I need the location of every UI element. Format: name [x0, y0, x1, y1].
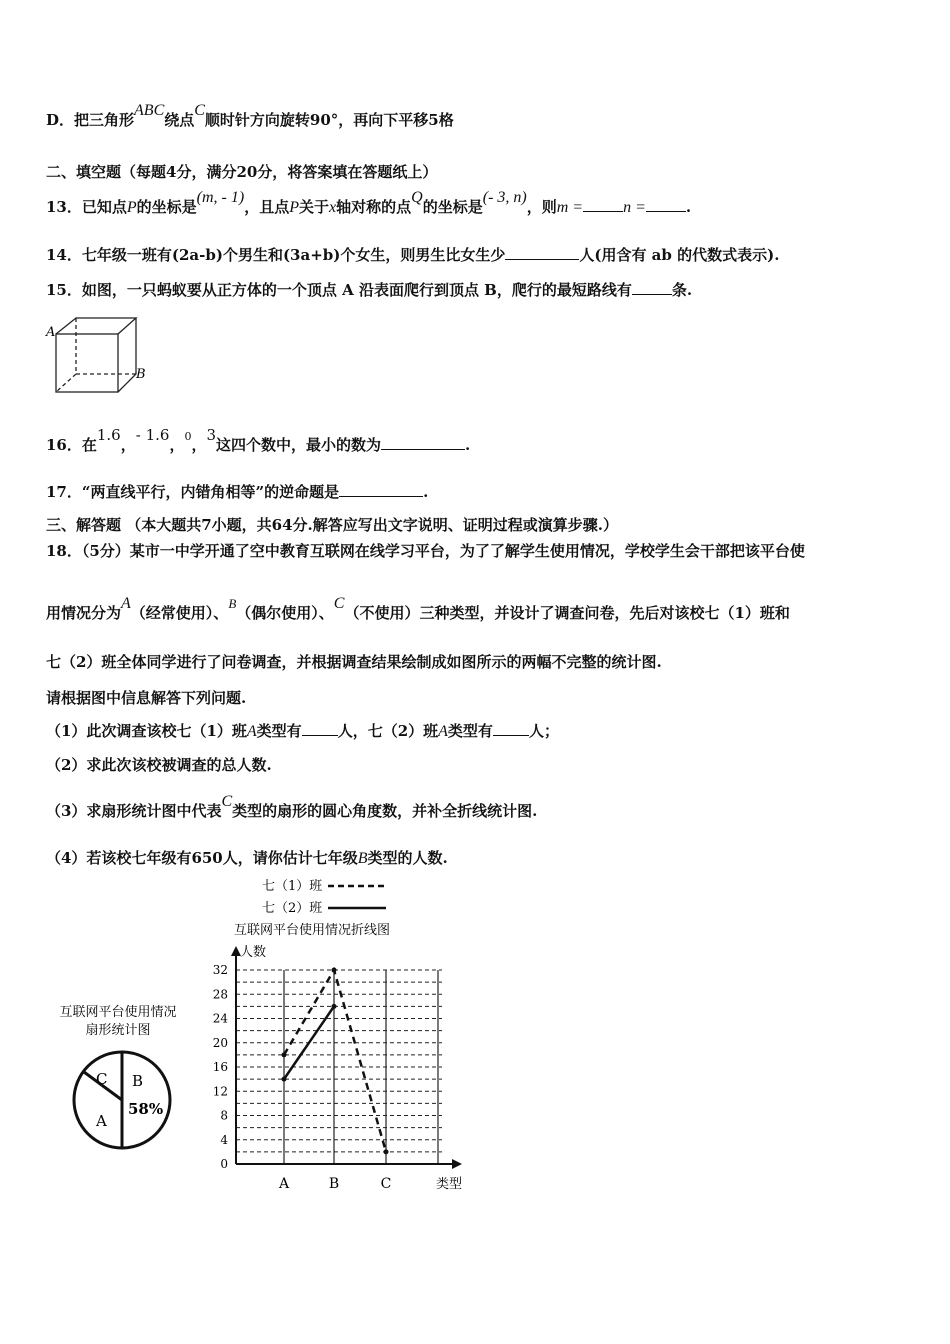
- q18-line4: 请根据图中信息解答下列问题.: [46, 689, 247, 707]
- q16-sep-2: ，: [169, 436, 185, 454]
- cube-figure: [44, 312, 154, 398]
- q15-text: 15．如图，一只蚂蚁要从正方体的一个顶点 A 沿表面爬行到顶点 B，爬行的最短路线有: [46, 281, 632, 299]
- q13-t5: 的坐标是: [422, 198, 483, 216]
- series-1-point: [282, 1052, 287, 1057]
- q16-value-4: 3: [206, 426, 217, 444]
- x-tick-label: A: [278, 1176, 290, 1192]
- y-tick-label: 0: [220, 1157, 228, 1171]
- q17-text: 17．“两直线平行，内错角相等”的逆命题是: [46, 483, 340, 501]
- q13-coord2: (- 3, n): [482, 189, 527, 206]
- q18-s1a: （1）此次调查该校七（1）班: [46, 722, 247, 740]
- cube-label-b: B: [136, 367, 146, 382]
- q15-blank[interactable]: [632, 280, 672, 295]
- question-17: [46, 482, 428, 502]
- y-tick-label: 32: [212, 963, 228, 977]
- q16-sep-1: ，: [120, 436, 136, 454]
- q13-x: x: [329, 199, 337, 216]
- q13-q: Q: [411, 189, 423, 206]
- q13-t1: 的坐标是: [136, 198, 197, 216]
- q18-line2d: （不使用）三种类型，并设计了调查问卷，先后对该校七（1）班和: [344, 604, 790, 622]
- cube-right-face: [118, 318, 136, 392]
- q18-s3a: （3）求扇形统计图中代表: [46, 802, 222, 820]
- q17-end: .: [423, 483, 429, 501]
- cube-top-face: [56, 318, 136, 334]
- q18-line2b: （经常使用）、: [130, 604, 229, 622]
- q13-blank-m[interactable]: [583, 197, 623, 212]
- x-axis-label: 类型: [436, 1177, 463, 1192]
- q18-s1-type-a: A: [246, 723, 257, 740]
- series-line-1: [284, 970, 386, 1152]
- option-d-mid: 绕点: [164, 111, 195, 129]
- q13-t6: ，则: [526, 198, 557, 216]
- pie-chart: [40, 1000, 200, 1160]
- q18-s4a: （4）若该校七年级有650人，请你估计七年级: [46, 849, 358, 867]
- pie-title-1: 互联网平台使用情况: [59, 1005, 177, 1020]
- legend-label-2: 七（2）班: [262, 901, 323, 916]
- y-tick-label: 4: [220, 1132, 228, 1147]
- q18-type-b: B: [228, 596, 237, 611]
- pie-label-b: B: [132, 1072, 144, 1090]
- q17-blank[interactable]: [339, 482, 423, 497]
- y-tick-label: 24: [212, 1011, 228, 1026]
- section2-title: 二、填空题（每题4分，满分20分，将答案填在答题纸上）: [46, 163, 438, 181]
- q16-tail: 这四个数中，最小的数为: [216, 436, 382, 454]
- q18-s1d: 类型有: [447, 722, 493, 740]
- q18-sub4: [46, 848, 448, 869]
- q13-coord1: (m, - 1): [196, 189, 245, 206]
- q18-s4b: 类型的人数.: [367, 849, 448, 867]
- y-tick-label: 8: [220, 1108, 228, 1123]
- q18-line2a: 用情况分为: [46, 604, 122, 622]
- q13-blank-n[interactable]: [646, 197, 686, 212]
- q18-s1-blank-1[interactable]: [302, 721, 338, 736]
- q18-line2c: （偶尔使用）、: [236, 604, 334, 622]
- q13-n: n =: [623, 199, 646, 216]
- q14-tail: 人(用含有 ab 的代数式表示).: [579, 246, 780, 264]
- chart-title: 互联网平台使用情况折线图: [234, 923, 391, 938]
- q18-line2: [46, 595, 790, 624]
- series-2-point: [282, 1077, 287, 1082]
- q13-num: 13．已知点: [46, 198, 127, 216]
- triangle-abc: ABC: [134, 102, 165, 119]
- q13-m: m =: [556, 199, 584, 216]
- question-13: [46, 189, 692, 218]
- cube-label-a: A: [46, 325, 56, 340]
- q16-value-3: 0: [184, 430, 192, 443]
- q18-s4-type-b: B: [357, 850, 368, 867]
- q18-s1b: 类型有: [256, 722, 302, 740]
- q15-tail: 条.: [671, 281, 693, 299]
- question-15: [46, 280, 692, 300]
- y-tick-label: 16: [212, 1060, 228, 1074]
- q14-text: 14．七年级一班有(2a-b)个男生和(3a+b)个女生，则男生比女生少: [46, 246, 506, 264]
- q16-blank[interactable]: [381, 435, 465, 450]
- pie-pct-b: 58%: [128, 1100, 164, 1118]
- y-tick-label: 20: [212, 1035, 228, 1050]
- q18-s1-type-a2: A: [438, 723, 448, 740]
- section3-title: 三、解答题 （本大题共7小题，共64分.解答应写出文字说明、证明过程或演算步骤.）: [46, 516, 618, 534]
- q13-end: .: [685, 198, 692, 216]
- x-axis-arrow: [452, 1159, 462, 1169]
- q18-sub2: （2）求此次该校被调查的总人数.: [46, 756, 272, 774]
- q13-t4: 轴对称的点: [336, 198, 412, 216]
- question-16: [46, 426, 471, 457]
- q18-sub3: [46, 793, 538, 822]
- q16-sep-3: ，: [191, 436, 207, 454]
- line-chart: [200, 872, 480, 1192]
- q16-value-1: 1.6: [96, 426, 121, 444]
- q14-blank[interactable]: [505, 245, 579, 260]
- q13-p2: P: [289, 199, 300, 216]
- q18-line3: 七（2）班全体同学进行了问卷调查，并根据调查结果绘制成如图所示的两幅不完整的统计图.: [46, 653, 662, 671]
- q18-s1e: 人；: [528, 722, 559, 740]
- q18-type-a: A: [121, 595, 131, 612]
- pie-label-a: A: [96, 1112, 107, 1130]
- x-tick-label: B: [328, 1176, 340, 1192]
- q13-t3: 关于: [299, 198, 330, 216]
- q18-s3-type-c: C: [221, 793, 233, 810]
- q13-p: P: [126, 199, 137, 216]
- q18-type-c: C: [333, 595, 345, 612]
- y-tick-label: 28: [212, 987, 228, 1002]
- q13-t2: ，且点: [244, 198, 290, 216]
- q18-s1c: 人，七（2）班: [337, 722, 439, 740]
- q18-s3b: 类型的扇形的圆心角度数，并补全折线统计图.: [232, 802, 538, 820]
- q18-sub1: [46, 721, 559, 742]
- q16-end: .: [465, 436, 471, 454]
- legend-label-1: 七（1）班: [262, 879, 323, 894]
- pie-label-c: C: [96, 1070, 108, 1088]
- option-d-tail: 顺时针方向旋转90°，再向下平移5格: [204, 111, 454, 129]
- question-14: [46, 245, 779, 265]
- series-2-point: [332, 1004, 337, 1009]
- y-tick-label: 12: [212, 1084, 228, 1099]
- series-1-point: [332, 968, 337, 973]
- q16-num: 16．在: [46, 436, 97, 454]
- y-axis-label: 人数: [240, 945, 267, 960]
- q16-value-2: - 1.6: [135, 426, 170, 444]
- series-1-point: [384, 1149, 389, 1154]
- point-c: C: [194, 102, 205, 119]
- q18-line1: 18．（5分）某市一中学开通了空中教育互联网在线学习平台，为了了解学生使用情况，学校学生会干部把该平台使: [46, 542, 805, 560]
- option-d-label: D．把三角形: [46, 111, 135, 129]
- x-tick-label: C: [380, 1176, 392, 1192]
- q18-s1-blank-2[interactable]: [493, 721, 529, 736]
- option-d: [46, 102, 454, 131]
- pie-title-2: 扇形统计图: [85, 1023, 151, 1038]
